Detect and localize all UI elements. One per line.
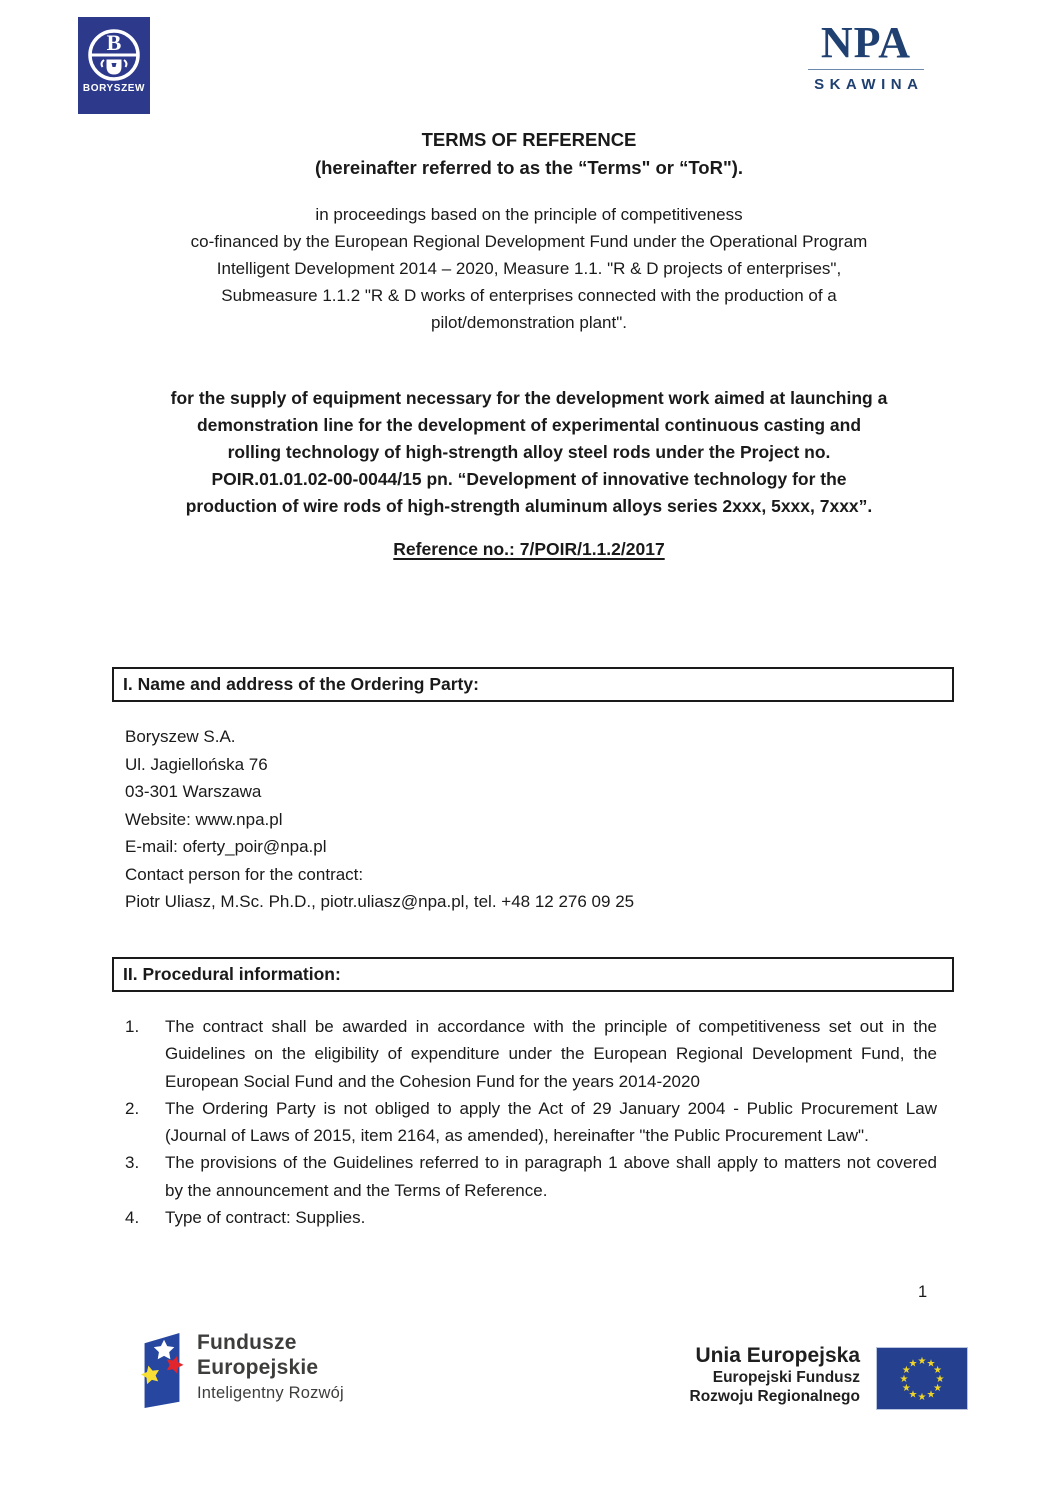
svg-text:★: ★ (901, 1383, 911, 1394)
subject-line: demonstration line for the development of experimental continuous casting and (196, 415, 862, 435)
intro-line: Submeasure 1.1.2 "R & D works of enterprises connected with the production of a (221, 286, 837, 305)
list-item-text: The contract shall be awarded in accordance with the principle of competitiveness set out in the Guidelines on the eligibility of expenditure under the European Regional Development Fund, the European Social Fund and the Cohesion Fund for the years 2014-2020 (165, 1017, 937, 1091)
title-line-1: TERMS OF REFERENCE (421, 129, 637, 150)
svg-text:★: ★ (901, 1365, 911, 1376)
fe-title-line-1: Fundusze (197, 1331, 297, 1354)
procedural-list (125, 1013, 937, 1231)
svg-text:★: ★ (917, 1356, 927, 1367)
svg-text:★: ★ (933, 1383, 943, 1394)
address-line: E-mail: oferty_poir@npa.pl (125, 837, 327, 856)
eu-title: Unia Europejska (695, 1344, 860, 1367)
list-item-text: Type of contract: Supplies. (165, 1208, 366, 1228)
list-item (125, 1149, 937, 1204)
section-1-heading: I. Name and address of the Ordering Party: (112, 667, 954, 702)
list-item (125, 1095, 937, 1150)
fe-flag-icon (142, 1332, 182, 1410)
address-line: Boryszew S.A. (125, 727, 236, 746)
subject-line: rolling technology of high-strength alloy steel rods under the Project no. (227, 442, 831, 462)
fundusze-europejskie-logo (142, 1330, 344, 1410)
reference-number (64, 539, 994, 560)
list-item-text: The provisions of the Guidelines referred to in paragraph 1 above shall apply to matters not covered by the announcement and the Terms of Reference. (165, 1153, 937, 1200)
svg-text:★: ★ (899, 1374, 909, 1385)
address-line: Website: www.npa.pl (125, 809, 283, 829)
address-line: 03-301 Warszawa (125, 782, 262, 801)
fe-subtitle: Inteligentny Rozwój (197, 1384, 344, 1402)
section-2-heading: II. Procedural information: (112, 957, 954, 992)
svg-text:★: ★ (933, 1365, 943, 1376)
list-item (125, 1204, 937, 1231)
svg-text:★: ★ (917, 1392, 927, 1403)
list-item-number: 2. (125, 1098, 140, 1118)
intro-line: co-financed by the European Regional Development Fund under the Operational Program (190, 232, 868, 251)
address-line: Contact person for the contract: (125, 864, 364, 884)
subject-line: production of wire rods of high-strength aluminum alloys series 2xxx, 5xxx, 7xxx”. (185, 496, 873, 516)
npa-wordmark: NPA (820, 18, 912, 67)
eu-subtitle-line-1: Europejski Fundusz (712, 1369, 860, 1386)
svg-text:★: ★ (926, 1389, 936, 1401)
npa-logo (806, 20, 926, 93)
intro-line: Intelligent Development 2014 – 2020, Measure 1.1. "R & D projects of enterprises", (216, 259, 842, 278)
fe-title-line-2: Europejskie (197, 1356, 319, 1379)
subject-line: for the supply of equipment necessary for the development work aimed at launching a (170, 388, 888, 408)
intro-line: pilot/demonstration plant". (431, 313, 627, 332)
address-line: Piotr Uliasz, M.Sc. Ph.D., piotr.uliasz@npa.pl, tel. +48 12 276 09 25 (125, 892, 635, 911)
reference-label: Reference no.: 7/POIR/1.1.2/2017 (393, 539, 665, 559)
svg-text:★: ★ (926, 1358, 936, 1370)
list-item-number: 1. (125, 1017, 140, 1036)
boryszew-wordmark: BORYSZEW (82, 83, 146, 94)
svg-text:★: ★ (935, 1374, 945, 1385)
title-line-2: (hereinafter referred to as the “Terms" or “ToR"). (314, 156, 744, 178)
page-number: 1 (918, 1283, 928, 1301)
intro-paragraph (64, 201, 994, 336)
unia-europejska-logo (640, 1344, 968, 1410)
boryszew-monogram: B (106, 30, 122, 55)
svg-text:★: ★ (908, 1358, 918, 1370)
list-item-number: 3. (125, 1153, 140, 1173)
address-line: Ul. Jagiellońska 76 (125, 754, 268, 774)
npa-subtitle: SKAWINA (814, 76, 924, 93)
page-title (64, 126, 994, 181)
eu-subtitle-line-2: Rozwoju Regionalnego (689, 1388, 860, 1405)
subject-paragraph (64, 385, 994, 520)
list-item (125, 1013, 937, 1095)
boryszew-logo (78, 17, 150, 114)
list-item-number: 4. (125, 1208, 140, 1228)
ordering-party-address (125, 723, 634, 916)
list-item-text: The Ordering Party is not obliged to apply the Act of 29 January 2004 - Public Procurement Law (Journal of Laws of 2015, item 2164, as amended), hereinafter "the Public Procurement Law". (165, 1098, 937, 1146)
subject-line: POIR.01.01.02-00-0044/15 pn. “Development of innovative technology for the (211, 469, 847, 489)
npa-divider (808, 69, 924, 70)
svg-text:★: ★ (908, 1389, 918, 1401)
eu-flag-icon (876, 1347, 968, 1410)
intro-line: in proceedings based on the principle of competitiveness (315, 205, 743, 224)
